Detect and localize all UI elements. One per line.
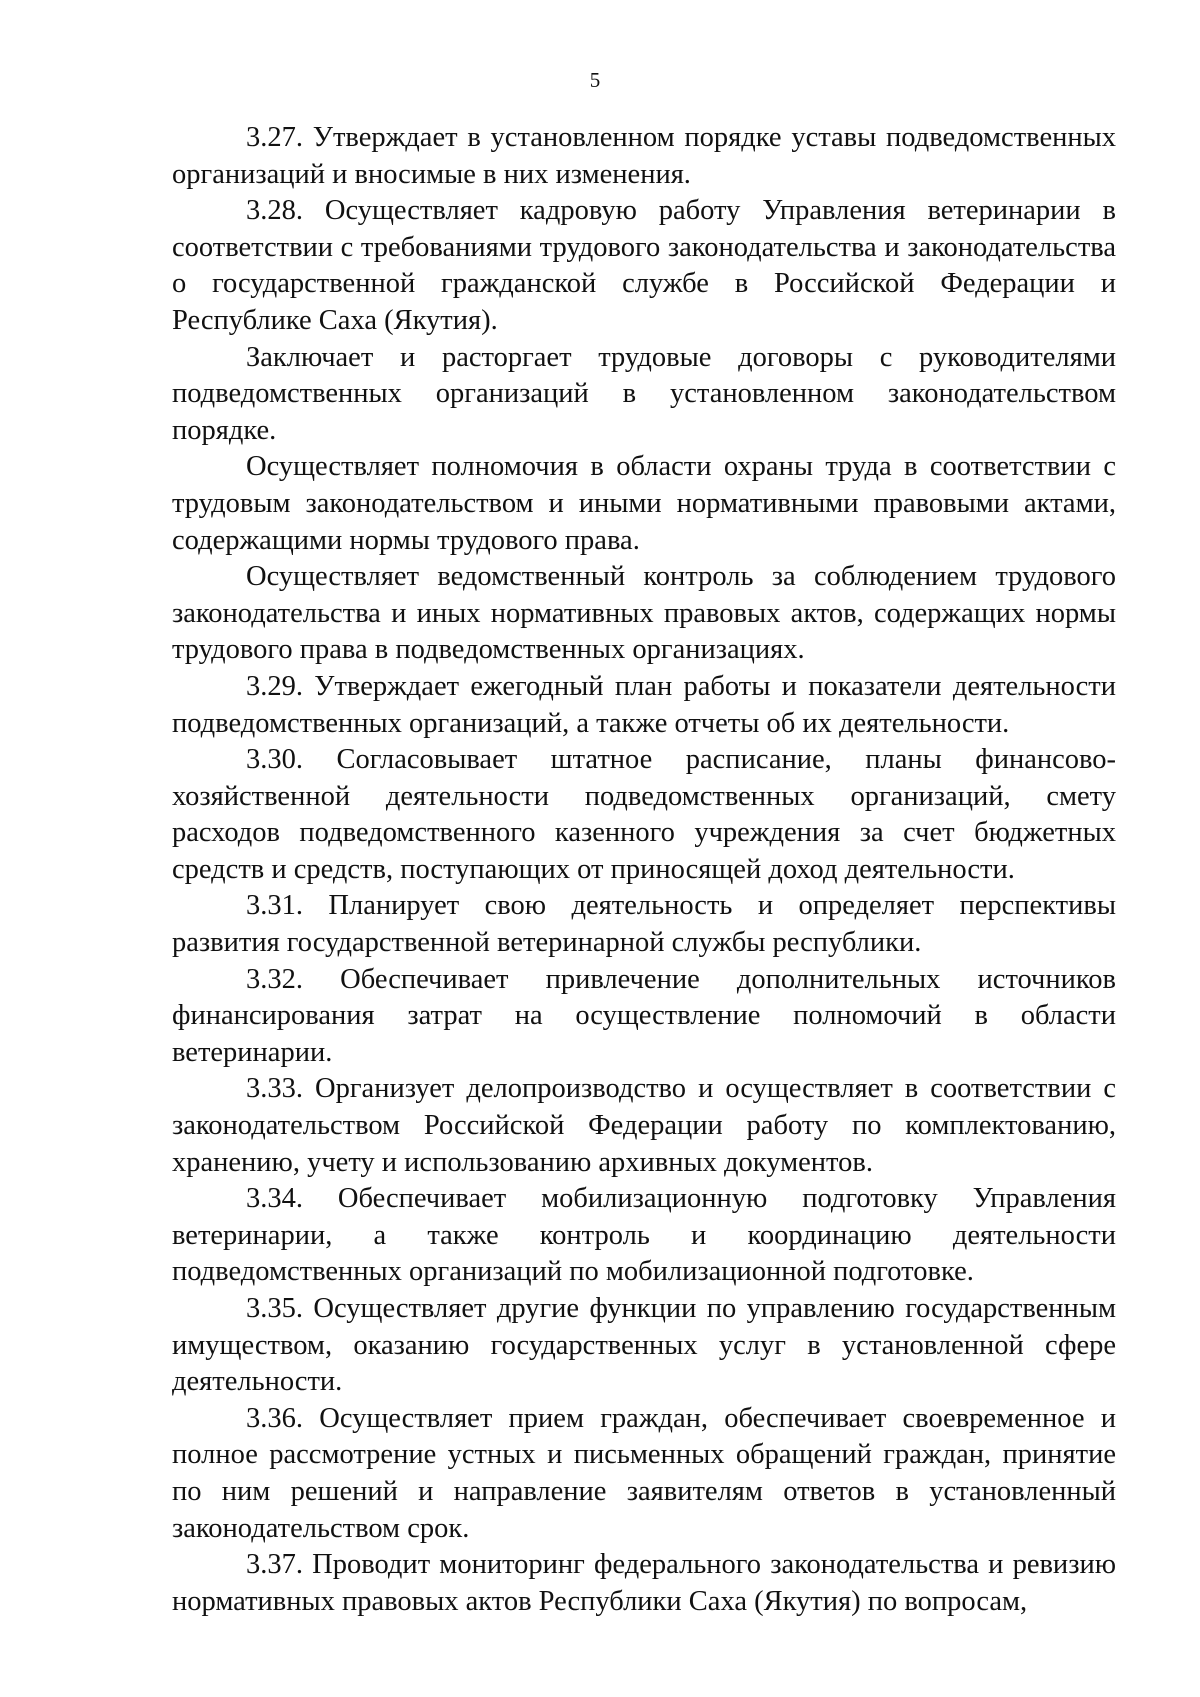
paragraph-3-28: 3.28. Осуществляет кадровую работу Управления ветеринарии в соответствии с требованиями трудового законодательства и законодательства о государственной гражданской службе в Российской Федерации и Республике Саха (Якутия). <box>172 195 1116 336</box>
paragraph-3-36: 3.36. Осуществляет прием граждан, обеспечивает своевременное и полное рассмотрение устных и письменных обращений граждан, принятие по ним решений и направление заявителям ответов в установленный законодательством срок. <box>172 1402 1116 1544</box>
paragraph-3-34: 3.34. Обеспечивает мобилизационную подготовку Управления ветеринарии, а также контроль и координацию деятельности подведомственных организаций по мобилизационной подготовке. <box>172 1183 1116 1288</box>
paragraph-3-28-labor-protection: Осуществляет полномочия в области охраны труда в соответствии с трудовым законодательством и иными нормативными правовыми актами, содержащими нормы трудового права. <box>172 451 1116 556</box>
paragraph-3-29: 3.29. Утверждает ежегодный план работы и показатели деятельности подведомственных организаций, а также отчеты об их деятельности. <box>172 670 1116 739</box>
paragraph-3-28-departmental-control: Осуществляет ведомственный контроль за соблюдением трудового законодательства и иных нормативных правовых актов, содержащих нормы трудового права в подведомственных организациях. <box>172 561 1116 666</box>
paragraph-3-32: 3.32. Обеспечивает привлечение дополнительных источников финансирования затрат на осуществление полномочий в области ветеринарии. <box>172 963 1116 1068</box>
paragraph-3-33: 3.33. Организует делопроизводство и осуществляет в соответствии с законодательством Российской Федерации работу по комплектованию, хранению, учету и использованию архивных документов. <box>172 1073 1116 1178</box>
paragraph-3-35: 3.35. Осуществляет другие функции по управлению государственным имуществом, оказанию государственных услуг в установленной сфере деятельности. <box>172 1293 1116 1398</box>
paragraph-3-27: 3.27. Утверждает в установленном порядке уставы подведомственных организаций и вносимые в них изменения. <box>172 122 1116 190</box>
page-number: 5 <box>589 68 601 92</box>
paragraph-3-28-contracts: Заключает и расторгает трудовые договоры с руководителями подведомственных организаций в установленном законодательством порядке. <box>172 341 1116 446</box>
paragraph-3-30: 3.30. Согласовывает штатное расписание, планы финансово-хозяйственной деятельности подведомственных организаций, смету расходов подведомственного казенного учреждения за счет бюджетных средств и средств, поступающих от приносящей доход деятельности. <box>172 744 1116 885</box>
paragraph-3-37: 3.37. Проводит мониторинг федерального законодательства и ревизию нормативных правовых актов Республики Саха (Якутия) по вопросам, <box>172 1549 1116 1617</box>
paragraph-3-31: 3.31. Планирует свою деятельность и определяет перспективы развития государственной ветеринарной службы республики. <box>172 890 1116 959</box>
document-body <box>172 120 1116 1620</box>
